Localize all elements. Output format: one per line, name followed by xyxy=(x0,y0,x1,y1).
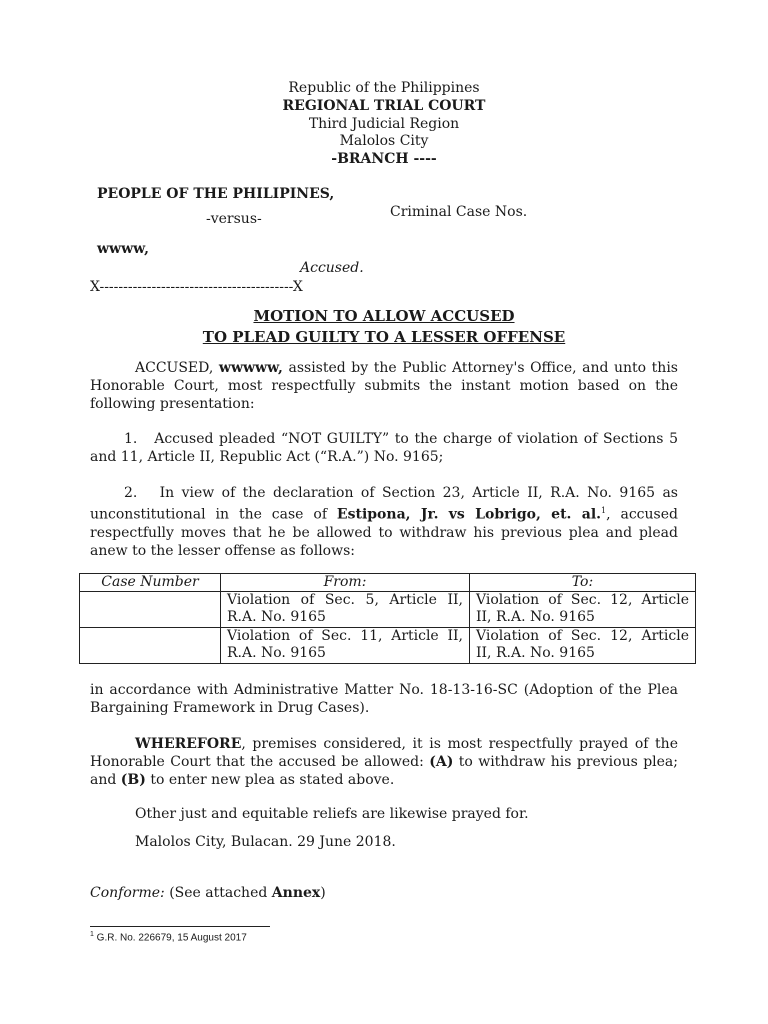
place-and-date: Malolos City, Bulacan. 29 June 2018. xyxy=(135,834,396,850)
accused-name: wwww, xyxy=(97,241,149,257)
wherefore-text-c: to enter new plea as stated above. xyxy=(145,772,395,788)
motion-title-line1: MOTION TO ALLOW ACCUSED xyxy=(253,307,515,325)
wherefore-text-b: to withdraw his previous plea; and xyxy=(90,754,678,788)
table-header-case-number: Case Number xyxy=(80,574,221,592)
header-republic: Republic of the Philippines xyxy=(288,80,480,96)
footnote-text: G.R. No. 226679, 15 August 2017 xyxy=(93,932,247,944)
table-header-from: From: xyxy=(221,574,470,592)
intro-text: assisted by the Public Attorney's Office, and unto this Honorable Court, most respectfully submits the instant motion based on the following presentation: xyxy=(90,360,678,412)
other-reliefs: Other just and equitable reliefs are likewise prayed for. xyxy=(135,806,529,822)
intro-paragraph xyxy=(90,359,678,413)
wherefore-b-mark: (B) xyxy=(120,772,146,788)
table-cell-from: Violation of Sec. 5, Article II, R.A. No. 9165 xyxy=(221,592,470,628)
wherefore-lead: WHEREFORE xyxy=(135,736,242,752)
table-row xyxy=(80,592,696,628)
intro-prefix: ACCUSED, xyxy=(135,360,219,376)
footnote xyxy=(90,931,247,943)
item-2-text-b: , accused respectfully moves that he be allowed to withdraw his previous plea and plead anew to the lesser offense as follows: xyxy=(90,506,678,559)
caption-separator: X-----------------------------------------X xyxy=(90,279,303,295)
item-1-text: Accused pleaded “NOT GUILTY” to the charge of violation of Sections 5 and 11, Article II, Republic Act (“R.A.”) No. 9165; xyxy=(90,431,678,465)
plaintiff-name: PEOPLE OF THE PHILIPINES, xyxy=(97,186,335,202)
table-cell-case-number xyxy=(80,592,221,628)
table-header-to: To: xyxy=(470,574,696,592)
item-1 xyxy=(90,430,678,466)
item-1-number: 1. xyxy=(124,431,138,447)
case-number-label: Criminal Case Nos. xyxy=(390,204,528,220)
motion-title-line2: TO PLEAD GUILTY TO A LESSER OFFENSE xyxy=(202,328,566,346)
header-region: Third Judicial Region xyxy=(308,116,460,132)
accordance-paragraph: in accordance with Administrative Matter No. 18-13-16-SC (Adoption of the Plea Bargaining Framework in Drug Cases). xyxy=(90,682,678,716)
item-2-number: 2. xyxy=(124,485,138,501)
header-court: REGIONAL TRIAL COURT xyxy=(282,98,486,114)
table-cell-case-number xyxy=(80,628,221,664)
versus-label: -versus- xyxy=(206,211,262,227)
table-row xyxy=(80,628,696,664)
accused-label: Accused. xyxy=(300,260,364,276)
conforme-line xyxy=(90,885,326,901)
footnote-divider xyxy=(90,926,270,927)
plea-table xyxy=(79,573,696,664)
wherefore-a-mark: (A) xyxy=(429,754,454,770)
footnote-mark: 1 xyxy=(90,931,94,938)
table-cell-to: Violation of Sec. 12, Article II, R.A. No. 9165 xyxy=(470,592,696,628)
item-2-case-name: Estipona, Jr. vs Lobrigo, et. al. xyxy=(336,506,602,523)
wherefore-paragraph xyxy=(90,735,678,789)
footnote-reference: 1 xyxy=(601,506,607,515)
header-city: Malolos City xyxy=(339,133,429,149)
table-header-row xyxy=(80,574,696,592)
wherefore-text-a: , premises considered, it is most respectfully prayed of the Honorable Court that the accused be allowed: xyxy=(90,736,678,770)
table-cell-to: Violation of Sec. 12, Article II, R.A. No. 9165 xyxy=(470,628,696,664)
conforme-label: Conforme: xyxy=(90,885,165,901)
conforme-close: ) xyxy=(320,885,326,901)
item-2 xyxy=(90,484,678,560)
item-2-text-a: In view of the declaration of Section 23, Article II, R.A. No. 9165 as unconstitutional in the case of xyxy=(90,485,678,523)
conforme-text: (See attached xyxy=(164,885,272,901)
header-branch: -BRANCH ---- xyxy=(331,151,437,167)
intro-accused-name: wwwww, xyxy=(218,360,283,376)
conforme-annex: Annex xyxy=(271,885,321,901)
table-cell-from: Violation of Sec. 11, Article II, R.A. No. 9165 xyxy=(221,628,470,664)
